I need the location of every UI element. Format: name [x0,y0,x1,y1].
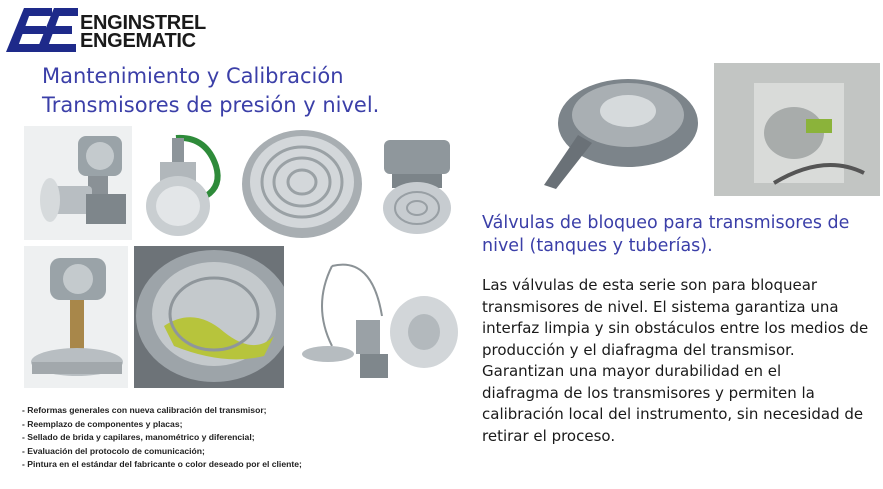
damaged-diaphragm-photo [134,246,284,388]
flange-seal-photo [374,126,460,240]
valves-heading [482,212,877,258]
flanged-transmitter-photo [24,246,128,388]
capillary-seal-assembly-photo [292,246,464,388]
description-line: interfaz limpia y sin obstáculos entre los medios de [482,319,869,337]
service-item: - Reformas generales con nueva calibración del transmisor; [22,405,267,415]
valves-description [482,275,877,447]
services-list [22,404,302,472]
description-line: diafragma de los transmisores y permiten la [482,383,815,402]
transmitter-photo [24,126,132,240]
brand-line-1: ENGINSTREL [80,12,206,34]
service-item: - Pintura en el estándar del fabricante o color deseado por el cliente; [22,459,302,470]
valves-heading-line-1: Válvulas de bloqueo para transmisores de [482,213,850,233]
title-line-1: Mantenimiento y Calibración [42,64,344,88]
service-item: - Reemplazo de componentes y placas; [22,418,183,429]
installed-valve-photo [714,63,880,196]
description-line: Las válvulas de esta serie son para bloquear [482,276,818,294]
brand-line-2: ENGEMATIC [80,30,196,52]
service-item: - Evaluación del protocolo de comunicación; [22,445,205,456]
title-line-2: Transmisores de presión y nivel. [42,93,380,117]
description-line: retirar el proceso. [482,426,616,445]
sensor-cable-photo [136,126,232,240]
page-title [42,62,379,120]
service-item: - Sellado de brida y capilares, manométrico y diferencial; [22,432,255,443]
valves-heading-line-2: nivel (tanques y tuberías). [482,236,713,256]
description-line: Garantizan una mayor durabilidad en el [482,362,782,380]
description-line: transmisores de nivel. El sistema garantiza una [482,297,839,316]
description-line: calibración local del instrumento, sin necesidad de [482,405,864,423]
brand-name [80,14,206,50]
company-logo [6,8,78,52]
diaphragm-seal-photo [238,126,368,240]
description-line: producción y el diafragma del transmisor. [482,340,795,359]
block-valve-photo [508,63,709,196]
